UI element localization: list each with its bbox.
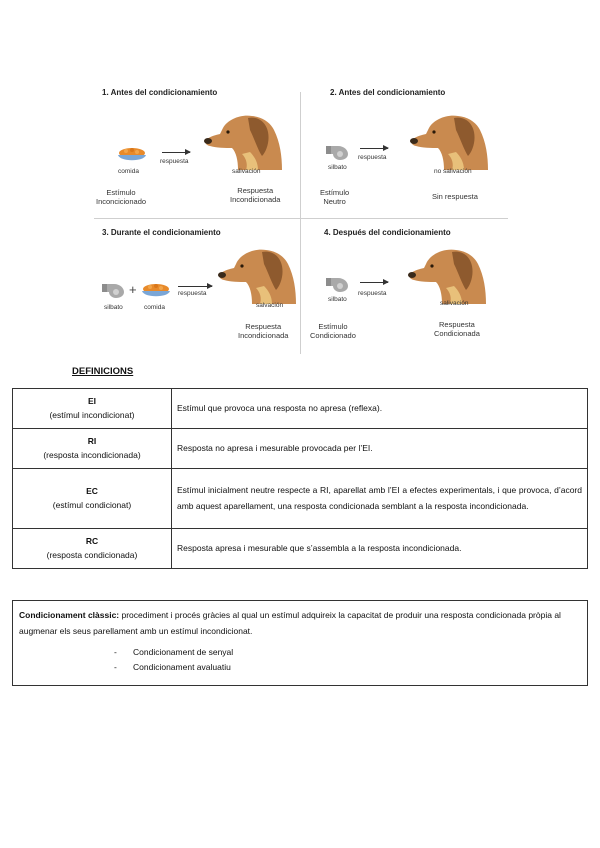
- list-item: - Condicionament avaluatiu: [19, 660, 581, 674]
- conditioning-figure: [88, 78, 512, 350]
- dog-icon: [406, 242, 488, 304]
- term-cell: [13, 429, 172, 469]
- definitions-heading: DEFINICIONS: [72, 366, 134, 377]
- no-salivation-label: no salivación: [434, 168, 472, 175]
- classical-conditioning-box: [12, 600, 588, 686]
- salvation-label: salvación: [256, 302, 284, 309]
- food-label: comida: [144, 304, 165, 311]
- response-label: respuesta: [160, 158, 189, 165]
- term-abbr: EI: [87, 396, 97, 407]
- definitions-table: [12, 388, 588, 569]
- table-row: [13, 429, 588, 469]
- conditioning-types-list: [19, 645, 581, 674]
- whistle-label: silbato: [328, 164, 347, 171]
- figure-vertical-divider: [300, 92, 301, 354]
- caption-unconditioned-stimulus: Estímulo Inconcicionado: [96, 188, 147, 207]
- quadrant-2-title: 2. Antes del condicionamiento: [330, 88, 446, 97]
- term-full: (estímul condicionat): [52, 499, 132, 510]
- classical-conditioning-definition: [19, 607, 581, 639]
- whistle-icon: [324, 274, 350, 292]
- caption-conditioned-response: Respuesta Condicionada: [434, 320, 480, 339]
- definition-cell: Estímul inicialment neutre respecte a RI, aparellat amb l’EI a efectes experimentals, i que provoca, d’acord amb aquest aparellament, una resposta condicionada semblant a la resposta incondicionada.: [172, 469, 588, 529]
- definition-cell: Estímul que provoca una resposta no apresa (reflexa).: [172, 389, 588, 429]
- definition-cell: Resposta no apresa i mesurable provocada per l’EI.: [172, 429, 588, 469]
- whistle-label: silbato: [104, 304, 123, 311]
- term-full: (estímul incondicionat): [49, 409, 135, 420]
- figure-horizontal-divider: [94, 218, 508, 219]
- salivation-label: salivación: [440, 300, 469, 307]
- caption-neutral-stimulus: Estímulo Neutro: [320, 188, 350, 207]
- classical-conditioning-term: Condicionament clàssic:: [19, 610, 120, 620]
- response-arrow: [178, 286, 212, 287]
- dog-icon: [202, 108, 284, 170]
- quadrant-1-title: 1. Antes del condicionamiento: [102, 88, 218, 97]
- term-cell: [13, 389, 172, 429]
- response-label: respuesta: [178, 290, 207, 297]
- caption-conditioned-stimulus: Estímulo Condicionado: [310, 322, 356, 341]
- term-full: (resposta condicionada): [46, 549, 138, 560]
- caption-no-response: Sin respuesta: [432, 192, 478, 201]
- plus-sign: +: [129, 282, 137, 297]
- food-bowl-icon: [140, 282, 172, 300]
- salivation-label: salivación: [232, 168, 261, 175]
- term-abbr: RC: [85, 536, 99, 547]
- dog-icon: [408, 108, 490, 170]
- response-label: respuesta: [358, 290, 387, 297]
- dog-icon: [216, 242, 298, 304]
- response-label: respuesta: [358, 154, 387, 161]
- response-arrow: [360, 282, 388, 283]
- quadrant-4-title: 4. Después del condicionamiento: [324, 228, 451, 237]
- whistle-icon: [100, 280, 126, 298]
- term-cell: [13, 529, 172, 569]
- list-item: - Condicionament de senyal: [19, 645, 581, 659]
- caption-unconditioned-response: Respuesta Incondicionada: [238, 322, 289, 341]
- table-row: [13, 389, 588, 429]
- table-row: [13, 469, 588, 529]
- classical-conditioning-text: procediment i procés gràcies al qual un estímul adquireix la capacitat de produir una resposta condicionada pròpia al augmenar els seus parellament amb un estímul incondicionat.: [19, 610, 561, 637]
- definition-cell: Resposta apresa i mesurable que s’assembla a la resposta incondicionada.: [172, 529, 588, 569]
- food-bowl-icon: [116, 146, 148, 164]
- table-row: [13, 529, 588, 569]
- term-cell: [13, 469, 172, 529]
- whistle-icon: [324, 142, 350, 160]
- term-full: (resposta incondicionada): [43, 449, 141, 460]
- caption-unconditioned-response: Respuesta Incondicionada: [230, 186, 281, 205]
- response-arrow: [162, 152, 190, 153]
- term-abbr: RI: [87, 436, 97, 447]
- quadrant-3-title: 3. Durante el condicionamiento: [102, 228, 221, 237]
- response-arrow: [360, 148, 388, 149]
- term-abbr: EC: [86, 486, 98, 497]
- food-label: comida: [118, 168, 139, 175]
- whistle-label: silbato: [328, 296, 347, 303]
